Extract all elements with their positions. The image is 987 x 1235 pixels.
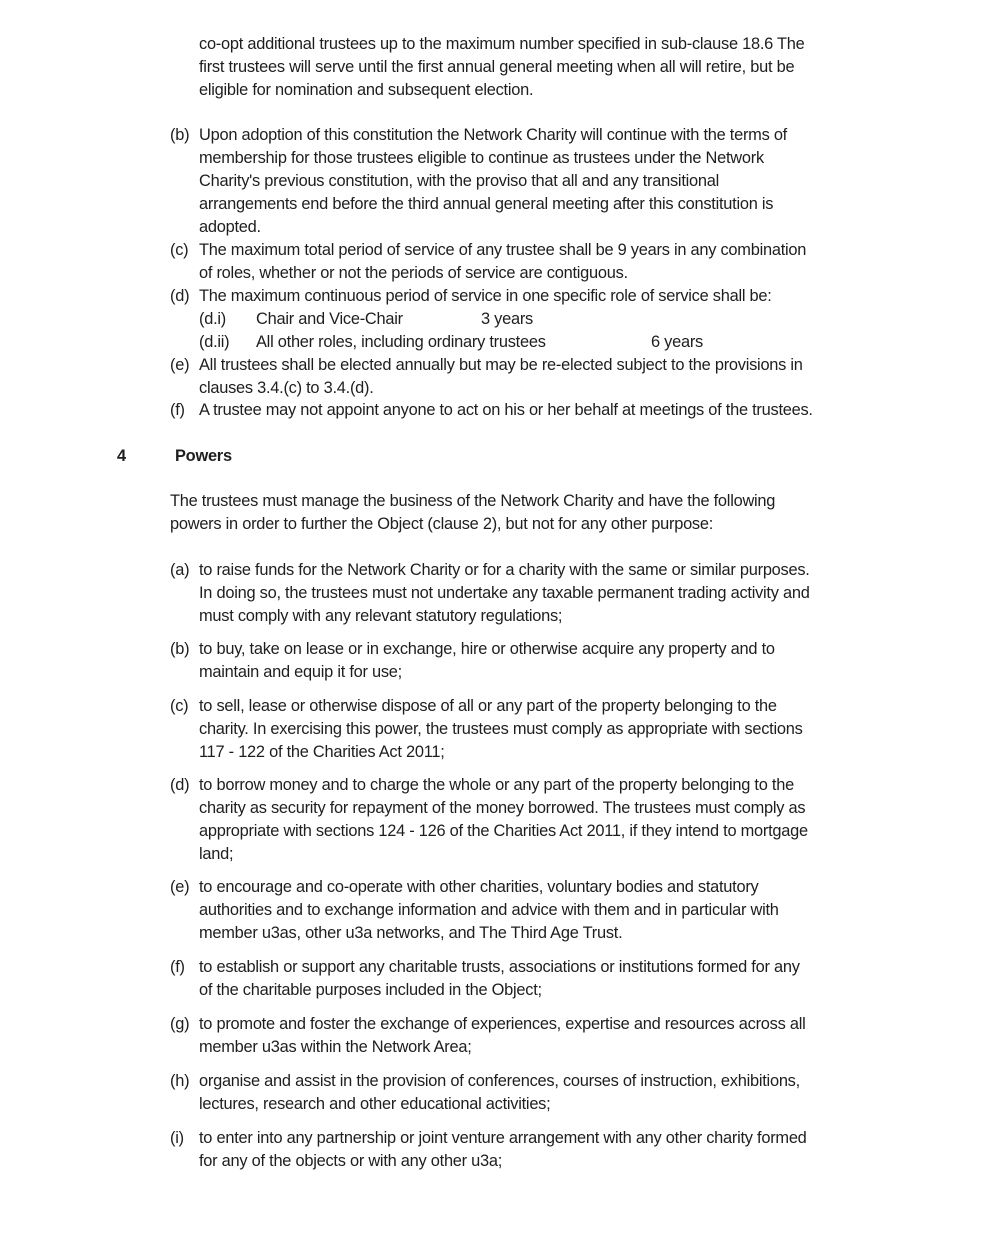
item-label: (e) (170, 878, 190, 896)
clause-3a-line: first trustees will serve until the first annual general meeting when all will retire, but be (199, 58, 795, 76)
item-label: (c) (170, 697, 189, 715)
item-line: adopted. (199, 218, 261, 236)
item-label: (f) (170, 401, 185, 419)
sub-role: Chair and Vice-Chair (256, 310, 403, 328)
item-line: land; (199, 845, 234, 863)
item-label: (a) (170, 561, 190, 579)
section-number: 4 (117, 447, 126, 465)
item-line: All trustees shall be elected annually but may be re-elected subject to the provisions in (199, 356, 803, 374)
item-line: A trustee may not appoint anyone to act on his or her behalf at meetings of the trustees. (199, 401, 813, 419)
section-intro-line: powers in order to further the Object (clause 2), but not for any other purpose: (170, 515, 714, 533)
item-label: (f) (170, 958, 185, 976)
item-line: of the charitable purposes included in the Object; (199, 981, 542, 999)
item-line: to encourage and co-operate with other charities, voluntary bodies and statutory (199, 878, 759, 896)
item-line: maintain and equip it for use; (199, 663, 402, 681)
section-intro-line: The trustees must manage the business of the Network Charity and have the following (170, 492, 776, 510)
item-line: to promote and foster the exchange of experiences, expertise and resources across all (199, 1015, 806, 1033)
item-label: (h) (170, 1072, 190, 1090)
item-label: (e) (170, 356, 190, 374)
item-line: appropriate with sections 124 - 126 of the Charities Act 2011, if they intend to mortgage (199, 822, 808, 840)
item-label: (b) (170, 640, 190, 658)
item-line: clauses 3.4.(c) to 3.4.(d). (199, 379, 374, 397)
item-line: to enter into any partnership or joint venture arrangement with any other charity formed (199, 1129, 807, 1147)
clause-3a-line: eligible for nomination and subsequent election. (199, 81, 534, 99)
item-label: (g) (170, 1015, 190, 1033)
item-label: (i) (170, 1129, 184, 1147)
item-label: (b) (170, 126, 190, 144)
item-line: The maximum total period of service of any trustee shall be 9 years in any combination (199, 241, 807, 259)
sub-term: 3 years (481, 310, 533, 328)
item-line: charity. In exercising this power, the trustees must comply as appropriate with sections (199, 720, 803, 738)
item-line: member u3as, other u3a networks, and The Third Age Trust. (199, 924, 623, 942)
item-line: authorities and to exchange information and advice with them and in particular with (199, 901, 779, 919)
item-line: Upon adoption of this constitution the Network Charity will continue with the terms of (199, 126, 787, 144)
item-line: lectures, research and other educational activities; (199, 1095, 551, 1113)
clause-3a-line: co-opt additional trustees up to the maximum number specified in sub-clause 18.6 The (199, 35, 805, 53)
sub-role: All other roles, including ordinary trustees (256, 333, 546, 351)
sub-label: (d.ii) (199, 333, 230, 351)
item-line: of roles, whether or not the periods of service are contiguous. (199, 264, 628, 282)
item-label: (c) (170, 241, 189, 259)
item-line: membership for those trustees eligible to continue as trustees under the Network (199, 149, 764, 167)
item-line: to raise funds for the Network Charity or for a charity with the same or similar purposes. (199, 561, 810, 579)
item-line: to borrow money and to charge the whole or any part of the property belonging to the (199, 776, 794, 794)
item-line: charity as security for repayment of the money borrowed. The trustees must comply as (199, 799, 806, 817)
sub-term: 6 years (651, 333, 703, 351)
item-line: member u3as within the Network Area; (199, 1038, 472, 1056)
item-line: The maximum continuous period of service in one specific role of service shall be: (199, 287, 772, 305)
item-label: (d) (170, 776, 190, 794)
item-line: to sell, lease or otherwise dispose of all or any part of the property belonging to the (199, 697, 777, 715)
item-line: to buy, take on lease or in exchange, hire or otherwise acquire any property and to (199, 640, 775, 658)
item-line: 117 - 122 of the Charities Act 2011; (199, 743, 445, 761)
item-line: to establish or support any charitable trusts, associations or institutions formed for any (199, 958, 800, 976)
item-label: (d) (170, 287, 190, 305)
item-line: for any of the objects or with any other u3a; (199, 1152, 503, 1170)
item-line: must comply with any relevant statutory regulations; (199, 607, 563, 625)
item-line: In doing so, the trustees must not undertake any taxable permanent trading activity and (199, 584, 810, 602)
section-title: Powers (175, 447, 232, 465)
item-line: arrangements end before the third annual general meeting after this constitution is (199, 195, 774, 213)
item-line: Charity's previous constitution, with the proviso that all and any transitional (199, 172, 719, 190)
item-line: organise and assist in the provision of conferences, courses of instruction, exhibitions, (199, 1072, 800, 1090)
sub-label: (d.i) (199, 310, 226, 328)
